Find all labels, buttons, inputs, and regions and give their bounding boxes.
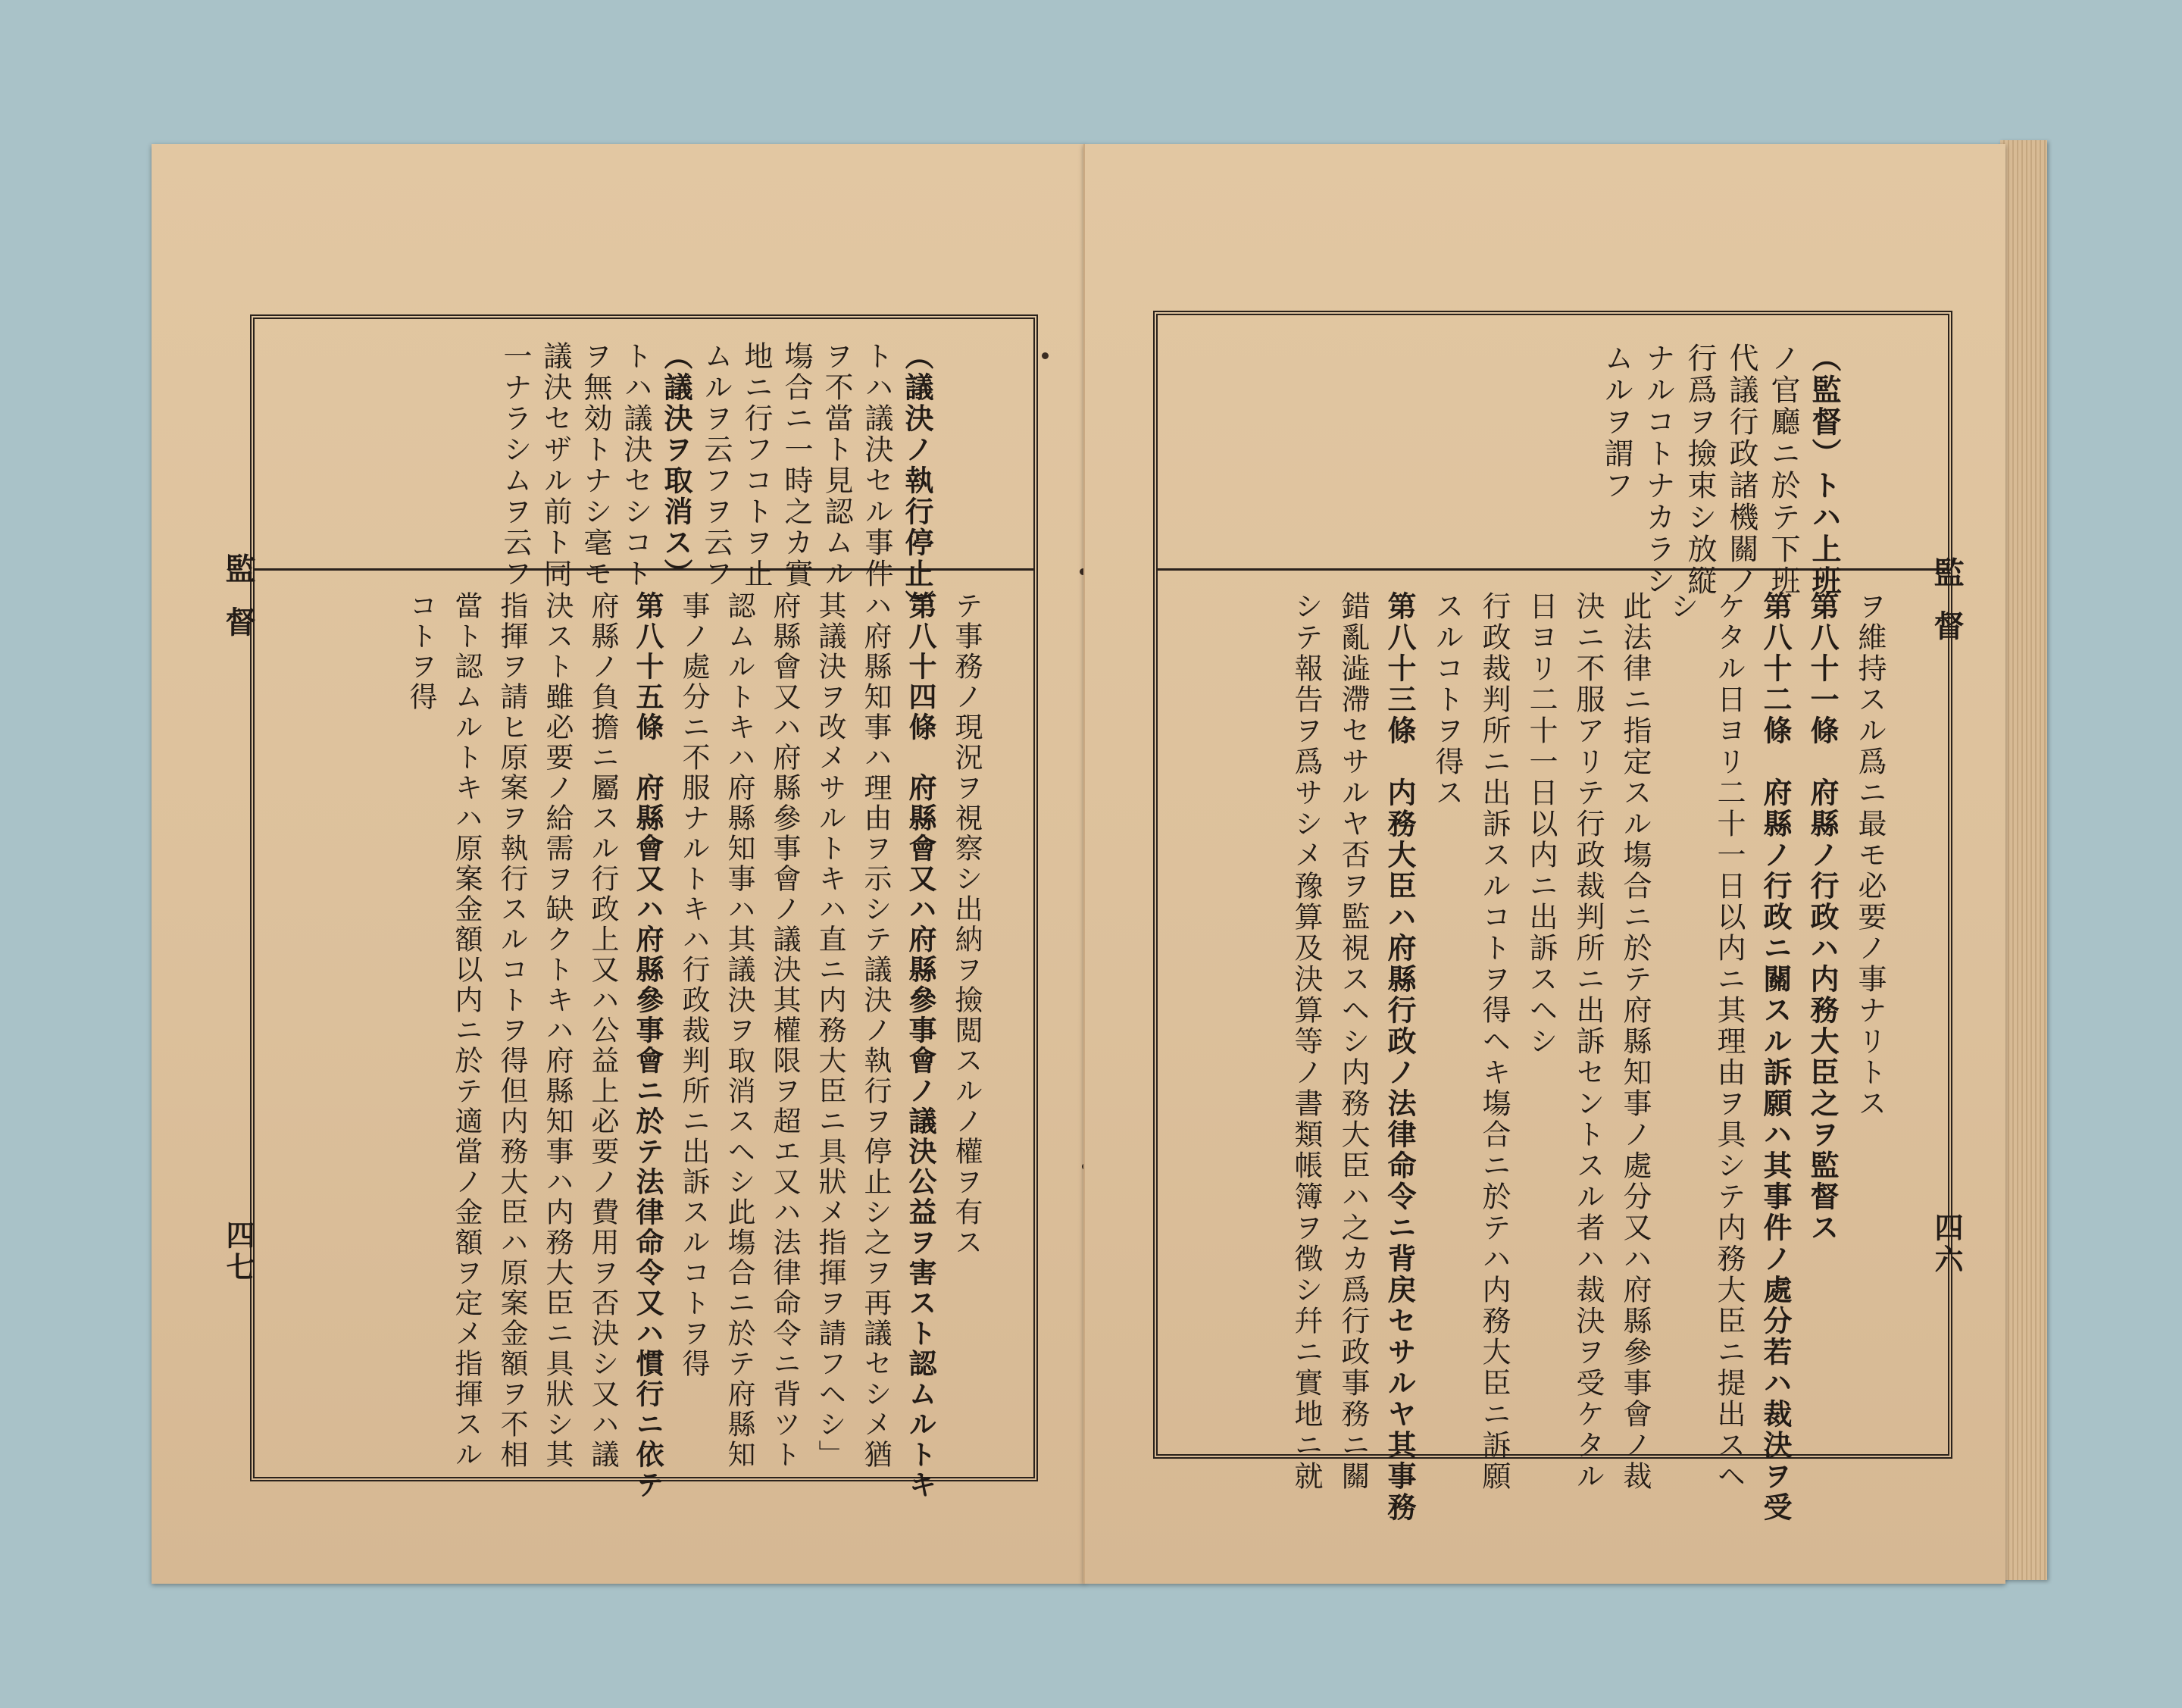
body-column: 指揮ヲ請ヒ原案ヲ執行スルコトヲ得但内務大臣ハ原案金額ヲ不相 bbox=[495, 591, 528, 1470]
right-page-number: 四六 bbox=[1930, 1212, 1964, 1276]
body-column: 第八十三條 内務大臣ハ府縣行政ノ法律命令ニ背戻セサルヤ其事務 bbox=[1383, 591, 1417, 1523]
body-column: 第八十五條 府縣會又ハ府縣參事會ニ於テ法律命令又ハ慣行ニ依テ bbox=[631, 591, 664, 1500]
body-column: 第八十四條 府縣會又ハ府縣參事會ノ議決公益ヲ害スト認ムルトキ bbox=[904, 591, 937, 1500]
body-column: ハ府縣知事ハ理由ヲ示シテ議決ノ執行ヲ停止シ之ヲ再議セシメ猶 bbox=[859, 591, 892, 1470]
note-column: 議決セザル前ト同 bbox=[539, 341, 572, 590]
body-column: 當ト認ムルトキハ原案金額以内ニ於テ適當ノ金額ヲ定メ指揮スル bbox=[450, 591, 483, 1470]
body-column: 第八十一條 府縣ノ行政ハ内務大臣之ヲ監督ス bbox=[1805, 591, 1840, 1243]
body-column: スルコトヲ得ス bbox=[1430, 591, 1464, 809]
body-column: 事ノ處分ニ不服ナルトキハ行政裁判所ニ出訴スルコトヲ得 bbox=[677, 591, 710, 1379]
note-column: （議決ノ執行停止） bbox=[900, 341, 934, 621]
note-column: トハ議決セシコト bbox=[619, 341, 652, 590]
note-column: ヲ不當ト見認ムル bbox=[820, 341, 853, 590]
note-column: （議決ヲ取消ス） bbox=[659, 341, 693, 590]
note-column: トハ議決セル事件 bbox=[860, 341, 893, 590]
note-column: 代議行政諸機關ノ bbox=[1724, 343, 1758, 597]
body-column: 第八十二條 府縣ノ行政ニ關スル訴願ハ其事件ノ處分若ハ裁決ヲ受 bbox=[1758, 591, 1793, 1523]
note-column: 行爲ヲ撿束シ放縦 bbox=[1683, 343, 1717, 597]
left-page bbox=[152, 144, 1085, 1584]
binding-hole bbox=[1042, 352, 1049, 359]
body-column: ケタル日ヨリ二十一日以内ニ其理由ヲ具シテ内務大臣ニ提出スヘ bbox=[1712, 591, 1746, 1492]
body-column: 府縣ノ負擔ニ屬スル行政上又ハ公益上必要ノ費用ヲ否決シ又ハ議 bbox=[586, 591, 619, 1470]
right-page bbox=[1083, 144, 2005, 1584]
body-column: 此法律ニ指定スル塲合ニ於テ府縣知事ノ處分又ハ府縣參事會ノ裁 bbox=[1618, 591, 1652, 1492]
note-column: ヲ無効トナシ毫モ bbox=[579, 341, 612, 590]
left-running-header: 監督 bbox=[220, 553, 256, 659]
note-column: （監督）トハ上班 bbox=[1807, 343, 1842, 597]
body-column: ヲ維持スル爲ニ最モ必要ノ事ナリトス bbox=[1853, 591, 1887, 1119]
right-running-header: 監督 bbox=[1929, 557, 1965, 663]
body-column: 府縣會又ハ府縣參事會ノ議決其權限ヲ超エ又ハ法律命令ニ背ツト bbox=[768, 591, 801, 1470]
page-edges bbox=[2000, 140, 2047, 1580]
body-column: 日ヨリ二十一日以内ニ出訴スヘシ bbox=[1524, 591, 1558, 1057]
body-column: 錯亂澁滯セサルヤ否ヲ監視スヘシ内務大臣ハ之カ爲行政事務ニ關 bbox=[1336, 591, 1370, 1492]
body-column: 行政裁判所ニ出訴スルコトヲ得ヘキ塲合ニ於テハ内務大臣ニ訴願 bbox=[1477, 591, 1511, 1492]
body-column: テ事務ノ現況ヲ視察シ出納ヲ撿閲スルノ權ヲ有ス bbox=[950, 591, 983, 1258]
body-column: シ bbox=[1665, 591, 1699, 622]
body-column: コトヲ得 bbox=[405, 591, 437, 712]
body-column: 認ムルトキハ府縣知事ハ其議決ヲ取消スヘシ此塲合ニ於テ府縣知 bbox=[723, 591, 755, 1470]
left-page-number: 四七 bbox=[221, 1220, 255, 1284]
body-column: 決スト雖必要ノ給需ヲ缺クトキハ府縣知事ハ内務大臣ニ具狀シ其 bbox=[541, 591, 574, 1470]
note-column: ナルコトナカラシ bbox=[1641, 343, 1675, 597]
body-column: 決ニ不服アリテ行政裁判所ニ出訴セントスル者ハ裁決ヲ受ケタル bbox=[1571, 591, 1605, 1492]
note-column: 一ナラシムヲ云フ bbox=[499, 341, 532, 590]
note-column: ムルヲ云フヲ云フ bbox=[699, 341, 733, 590]
note-column: ムルヲ謂フ bbox=[1599, 343, 1633, 502]
body-column: 其議決ヲ改メサルトキハ直ニ内務大臣ニ具狀メ指揮ヲ請フヘシ」 bbox=[814, 591, 846, 1470]
note-column: 塲合ニ一時之カ實 bbox=[780, 341, 813, 590]
note-column: ノ官廳ニ於テ下班 bbox=[1766, 343, 1800, 597]
body-column: シテ報告ヲ爲サシメ豫算及決算等ノ書類帳簿ヲ徴シ幷ニ實地ニ就 bbox=[1290, 591, 1323, 1492]
note-column: 地ニ行フコトヲ止 bbox=[739, 341, 773, 590]
